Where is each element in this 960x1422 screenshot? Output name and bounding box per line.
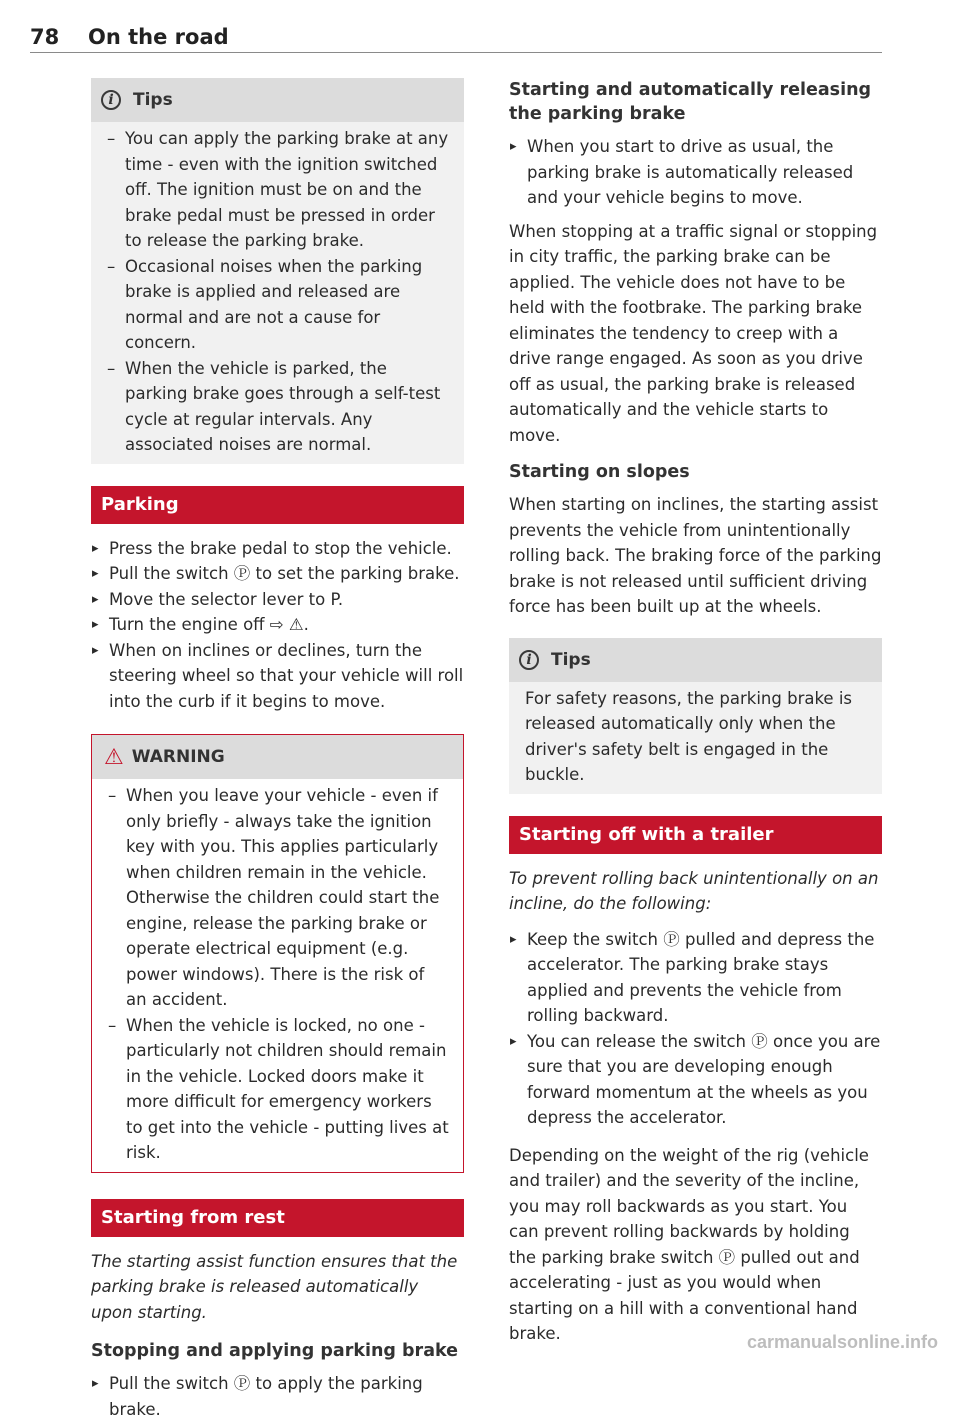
- list-item: ▸ Pull the switch Ⓟ to apply the parking brake.: [91, 1371, 464, 1422]
- list-item: – When the vehicle is locked, no one - particularly not children should remain in the vehicle. Locked doors make it more difficult for emergency workers to get into the vehicle - putting lives at risk.: [108, 1013, 449, 1166]
- list-item: ▸ You can release the switch Ⓟ once you are sure that you are developing enough forward momentum at the wheels as you depress the accelerator.: [509, 1029, 882, 1131]
- slopes-heading: Starting on slopes: [509, 462, 690, 482]
- warning-box: [91, 734, 464, 1173]
- left-column: [91, 78, 464, 1422]
- page-header: [30, 22, 882, 53]
- auto-release-heading: Starting and automatically releasing the parking brake: [509, 80, 872, 124]
- list-item: – You can apply the parking brake at any time - even with the ignition switched off. The ignition must be on and the brake pedal must be pressed in order to release the parking brake.: [107, 126, 450, 254]
- list-item: ▸ Turn the engine off ⇨ ⚠.: [91, 612, 464, 638]
- stopping-heading: Stopping and applying parking brake: [91, 1341, 459, 1361]
- list-item: ▸ When on inclines or declines, turn the steering wheel so that your vehicle will roll into the curb if it begins to move.: [91, 638, 464, 715]
- tips-body-2: [509, 682, 882, 794]
- info-icon: i: [519, 650, 539, 670]
- warning-header: [92, 735, 463, 779]
- list-item: – When the vehicle is parked, the parking brake goes through a self-test cycle at regular intervals. Any associated noises are normal.: [107, 356, 450, 458]
- trailer-heading: Starting off with a trailer: [509, 816, 882, 854]
- starting-from-rest-heading: Starting from rest: [91, 1199, 464, 1237]
- warning-triangle-icon: ⚠: [104, 744, 124, 770]
- tips-title: Tips: [133, 90, 173, 110]
- list-item: ▸ Pull the switch Ⓟ to set the parking brake.: [91, 561, 464, 587]
- watermark: carmanualsonline.info: [746, 1332, 938, 1352]
- tips-box: [91, 78, 464, 464]
- list-item: ▸ Press the brake pedal to stop the vehicle.: [91, 536, 464, 562]
- starting-from-rest-intro: The starting assist function ensures that the parking brake is released automatically upon starting.: [91, 1251, 458, 1322]
- list-item: – When you leave your vehicle - even if only briefly - always take the ignition key with you. This applies particularly when children remain in the vehicle. Otherwise the children could start the engine, release the parking brake or operate electrical equipment (e.g. power windows). There is the risk of an accident.: [108, 783, 449, 1013]
- warning-body: [92, 779, 463, 1172]
- tips-title-2: Tips: [551, 649, 591, 670]
- tips-box-2: [509, 638, 882, 794]
- right-column: [509, 78, 882, 1347]
- list-item: ▸ Keep the switch Ⓟ pulled and depress the accelerator. The parking brake stays applied and prevents the vehicle from rolling backward.: [509, 927, 882, 1029]
- auto-release-paragraph: When stopping at a traffic signal or stopping in city traffic, the parking brake can be applied. The vehicle does not have to be held with the footbrake. The parking brake eliminates the tendency to creep with a drive range engaged. As soon as you drive off as usual, the parking brake is released automatically and the vehicle starts to move.: [509, 221, 878, 445]
- trailer-paragraph: Depending on the weight of the rig (vehicle and trailer) and the severity of the incline, you may roll backwards as you start. You can prevent rolling backwards by holding the parking brake switch Ⓟ pulled out and accelerating - just as you would when starting on a hill with a conventional hand brake.: [509, 1145, 869, 1343]
- trailer-intro: To prevent rolling back unintentionally on an incline, do the following:: [509, 868, 879, 913]
- section-title: On the road: [88, 25, 229, 49]
- tips-text: For safety reasons, the parking brake is released automatically only when the driver's safety belt is engaged in the buckle.: [525, 688, 853, 784]
- list-item: – Occasional noises when the parking brake is applied and released are normal and are not a cause for concern.: [107, 254, 450, 356]
- parking-heading: Parking: [91, 486, 464, 524]
- slopes-paragraph: When starting on inclines, the starting assist prevents the vehicle from unintentionally rolling back. The braking force of the parking brake is not released until sufficient driving force has been built up at the wheels.: [509, 495, 882, 616]
- tips-header-2: [509, 638, 882, 682]
- warning-title: WARNING: [131, 747, 225, 767]
- tips-body: [91, 122, 464, 464]
- list-item: ▸ When you start to drive as usual, the parking brake is automatically released and your vehicle begins to move.: [509, 134, 882, 211]
- page-number: 78: [30, 25, 60, 49]
- tips-header: [91, 78, 464, 122]
- info-icon: i: [101, 90, 121, 110]
- list-item: ▸ Move the selector lever to P.: [91, 587, 464, 613]
